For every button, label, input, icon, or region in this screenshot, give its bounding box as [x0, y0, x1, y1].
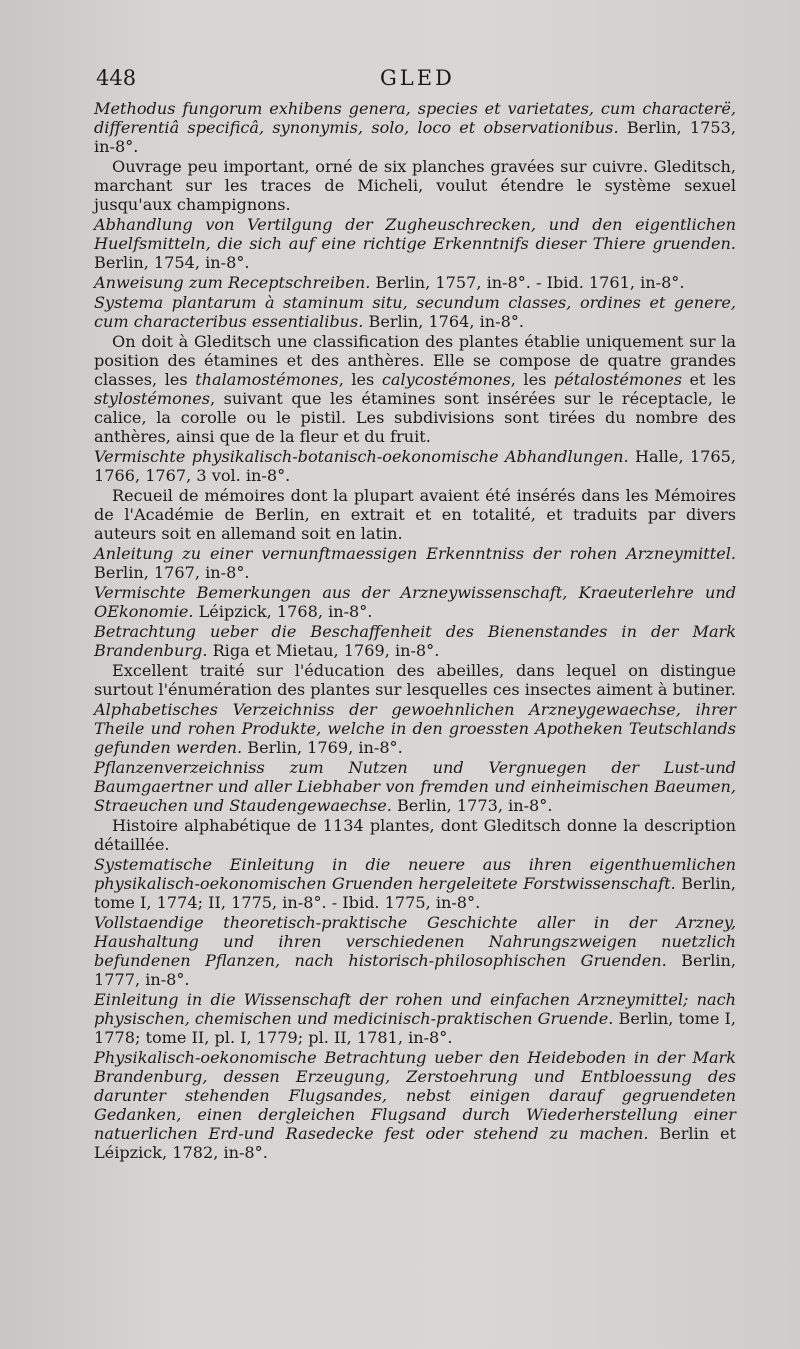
entry-publication: Berlin, 1754, in-8°.	[94, 253, 250, 272]
entry-description: Ouvrage peu important, orné de six planches gravées sur cuivre. Gleditsch, marchant sur les traces de Micheli, voulut étendre le système sexuel jusqu'aux champignons.	[94, 157, 736, 214]
entry-title: Pflanzenverzeichniss zum Nutzen und Vergnuegen der Lust-und Baumgaertner und aller Liebhaber von fremden und einheimischen Baeumen, Straeuchen und Staudengewaechse.	[94, 758, 736, 815]
bibliography-entry	[94, 544, 736, 582]
entry-title: Abhandlung von Vertilgung der Zugheuschrecken, und den eigentlichen Huelfsmitteln, die sich auf eine richtige Erkenntnifs dieser Thiere gruenden.	[94, 215, 736, 253]
entry-title: Vollstaendige theoretisch-praktische Geschichte aller in der Arzney, Haushaltung und ihren verschiedenen Nahrungszweigen nuetzlich befundenen Pflanzen, nach historisch-philosophischen Gruenden.	[94, 913, 736, 970]
bibliography-entry	[94, 273, 736, 292]
entry-publication: Berlin, tome I, 1774; II, 1775, in-8°. - Ibid. 1775, in-8°.	[94, 874, 737, 912]
entry-title: Betrachtung ueber die Beschaffenheit des Bienenstandes in der Mark Brandenburg.	[94, 622, 736, 660]
bibliography-entry	[94, 447, 736, 485]
entry-title: Physikalisch-oekonomische Betrachtung ueber den Heideboden in der Mark Brandenburg, dessen Erzeugung, Zerstoehrung und Entbloessung des darunter stehenden Flugsandes, nebst einigen darauf gegruendeten Gedanken, einen dergleichen Flugsand durch Wiederherstellung einer natuerlichen Erd-und Rasedecke fest oder stehend zu machen.	[94, 1048, 736, 1143]
entry-title: Anweisung zum Receptschreiben.	[94, 273, 371, 292]
entry-publication: Berlin, 1767, in-8°.	[94, 563, 250, 582]
entry-publication: Berlin, 1764, in-8°.	[363, 312, 524, 331]
entry-publication: Léipzick, 1768, in-8°.	[193, 602, 373, 621]
entry-publication: Halle, 1765, 1766, 1767, 3 vol. in-8°.	[94, 447, 737, 485]
entry-title: Systema plantarum à staminum situ, secundum classes, ordines et genere, cum characteribus essentialibus.	[94, 293, 736, 331]
bibliography-entry	[94, 990, 736, 1047]
bibliography-entry	[94, 215, 736, 272]
entry-title: Systematische Einleitung in die neuere aus ihren eigenthuemlichen physikalisch-oekonomischen Gruenden hergeleitete Forstwissenschaft.	[94, 855, 736, 893]
bibliography-entry	[94, 913, 736, 989]
entry-publication: Berlin, tome I, 1778; tome II, pl. I, 1779; pl. II, 1781, in-8°.	[94, 1009, 736, 1047]
description-text: , suivant que les étamines sont insérées sur le réceptacle, le calice, la corolle ou le pistil. Les subdivisions sont tirées du nombre des anthères, ainsi que de la fleur et du fruit.	[94, 389, 736, 446]
bibliography-entry	[94, 622, 736, 660]
entry-publication: Berlin, 1769, in-8°.	[242, 738, 403, 757]
entry-description	[94, 332, 736, 446]
description-text: , les	[338, 370, 382, 389]
description-text: On doit à Gleditsch une classification des plantes établie uniquement sur la position des étamines et des anthères. Elle se compose de quatre grandes classes, les	[94, 332, 736, 389]
entry-publication: Berlin, 1777, in-8°.	[94, 951, 736, 989]
bibliography-entry	[94, 758, 736, 815]
running-title: GLED	[380, 66, 455, 90]
entry-title: Vermischte physikalisch-botanisch-oekonomische Abhandlungen.	[94, 447, 629, 466]
entry-publication: Berlin et Léipzick, 1782, in-8°.	[94, 1124, 736, 1162]
page-body	[94, 99, 736, 1163]
class-term: thalamostémones	[195, 370, 339, 389]
class-term: calycostémones	[381, 370, 511, 389]
bibliography-entry	[94, 855, 736, 912]
entry-title: Methodus fungorum exhibens genera, species et varietates, cum characterë, differentiâ specificâ, synonymis, solo, loco et observationibus.	[94, 99, 736, 137]
bibliography-entry	[94, 583, 736, 621]
bibliography-entry	[94, 99, 736, 156]
entry-title: Anleitung zu einer vernunftmaessigen Erkenntniss der rohen Arzneymittel.	[94, 544, 736, 563]
bibliography-entry	[94, 293, 736, 331]
description-text: , les	[510, 370, 554, 389]
entry-description: Excellent traité sur l'éducation des abeilles, dans lequel on distingue surtout l'énumération des plantes sur lesquelles ces insectes aiment à butiner.	[94, 661, 736, 699]
entry-description: Recueil de mémoires dont la plupart avaient été insérés dans les Mémoires de l'Académie de Berlin, en extrait et en totalité, et traduits par divers auteurs soit en allemand soit en latin.	[94, 486, 736, 543]
class-term: stylostémones	[94, 389, 211, 408]
bibliography-entry	[94, 1048, 736, 1162]
class-term: pétalostémones	[553, 370, 682, 389]
bibliography-entry	[94, 700, 736, 757]
entry-publication: Berlin, 1757, in-8°. - Ibid. 1761, in-8°.	[370, 273, 685, 292]
entry-title: Vermischte Bemerkungen aus der Arzneywissenschaft, Kraeuterlehre und OEkonomie.	[94, 583, 736, 621]
entry-description: Histoire alphabétique de 1134 plantes, dont Gleditsch donne la description détaillée.	[94, 816, 736, 854]
entry-publication: Berlin, 1753, in-8°.	[94, 118, 736, 156]
page-number: 448	[96, 66, 137, 90]
description-text: et les	[681, 370, 737, 389]
entry-title: Alphabetisches Verzeichniss der gewoehnlichen Arzneygewaechse, ihrer Theile und rohen Produkte, welche in den groessten Apotheken Teutschlands gefunden werden.	[94, 700, 736, 757]
entry-publication: Riga et Mietau, 1769, in-8°.	[207, 641, 440, 660]
entry-publication: Berlin, 1773, in-8°.	[391, 796, 553, 815]
entry-title: Einleitung in die Wissenschaft der rohen und einfachen Arzneymittel; nach physischen, chemischen und medicinisch-praktischen Gruende.	[94, 990, 736, 1028]
page-header	[96, 66, 756, 96]
